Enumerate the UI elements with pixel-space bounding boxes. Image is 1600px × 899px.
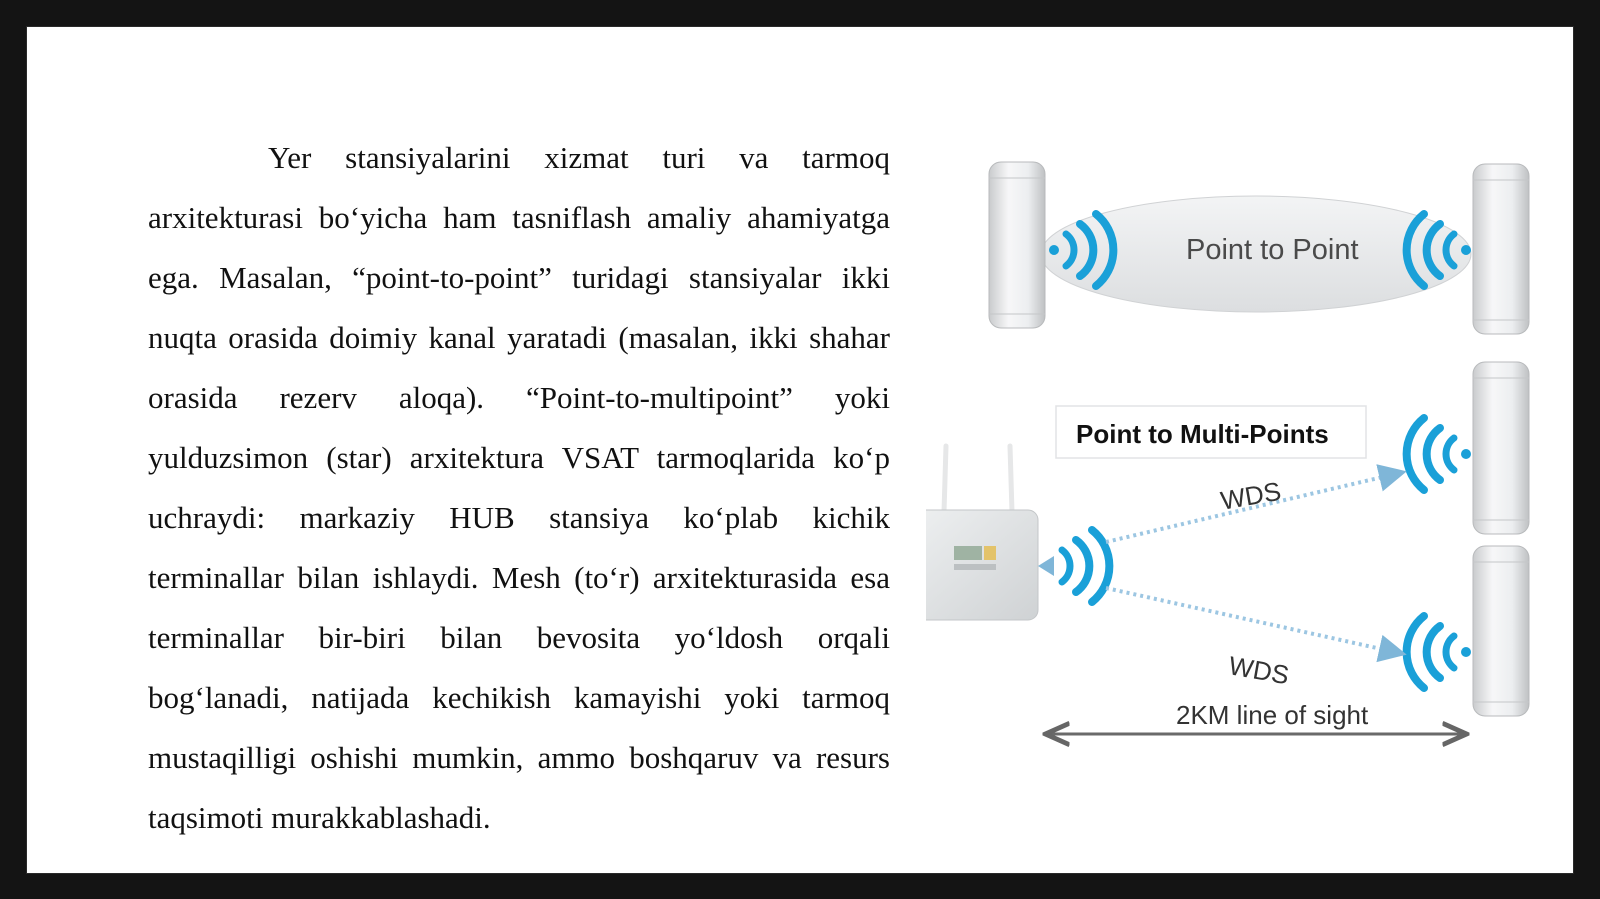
network-topology-diagram: [926, 154, 1576, 754]
outdoor-cpe-right-icon: [1473, 164, 1529, 334]
wds-label-top: WDS: [1218, 475, 1284, 516]
outdoor-cpe-left-icon: [989, 162, 1045, 328]
router-icon: [926, 446, 1038, 620]
outdoor-cpe-bottom-right-icon: [1473, 546, 1529, 716]
wds-label-bottom: WDS: [1226, 650, 1292, 691]
point-to-point-label: Point to Point: [1186, 234, 1359, 266]
signal-waves-mid-right-icon: [1407, 418, 1471, 490]
router-arrow-icon: [1038, 556, 1054, 576]
wds-link-bottom: [1106, 588, 1404, 654]
slide-canvas: [26, 26, 1574, 874]
slide-body-text: Yer stansiyalarini xizmat turi va tarmoq arxitekturasi bo‘yicha ham tasniflash amaliy ahamiyatga ega. Masalan, “point-to-point” turidagi stansiyalar ikki nuqta orasida doimiy kanal yaratadi (masalan, ikki shahar orasida rezerv aloqa). “Point-to-multipoint” yoki yulduzsimon (star) arxitektura VSAT tarmoqlarida ko‘p uchraydi: markaziy HUB stansiya ko‘plab kichik terminallar bilan ishlaydi. Mesh (to‘r) arxitekturasida esa terminallar bir-biri bilan bevosita yo‘ldosh orqali bog‘lanadi, natijada kechikish kamayishi yoki tarmoq mustaqilligi oshishi mumkin, ammo boshqaruv va resurs taqsimoti murakkablashadi.: [148, 140, 890, 835]
line-of-sight-label: 2KM line of sight: [1176, 700, 1369, 730]
point-to-multipoint-label: Point to Multi-Points: [1076, 419, 1329, 449]
outdoor-cpe-mid-right-icon: [1473, 362, 1529, 534]
signal-waves-bottom-right-icon: [1407, 616, 1471, 688]
